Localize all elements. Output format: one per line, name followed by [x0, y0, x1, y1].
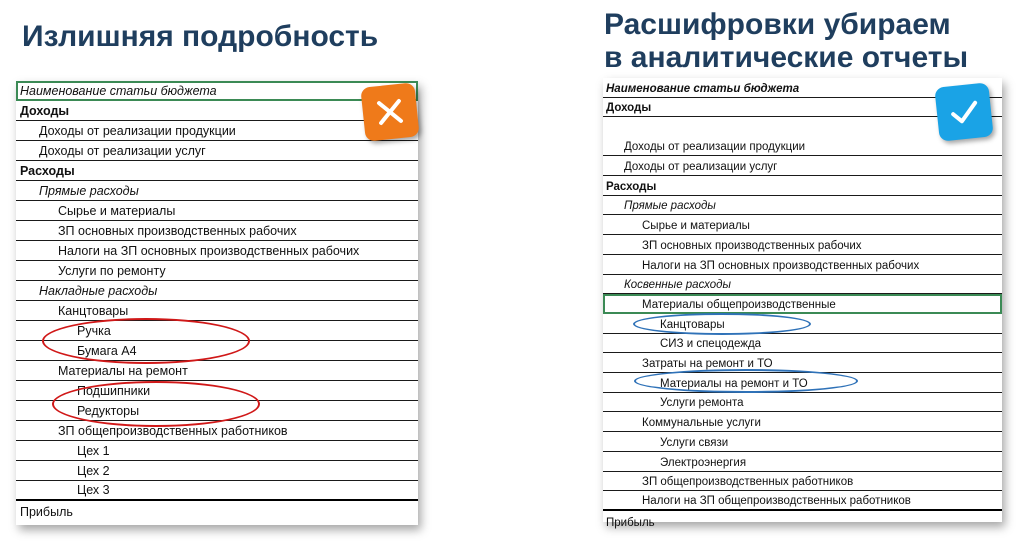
right-title-line2: в аналитические отчеты: [604, 41, 969, 74]
table-row: [603, 452, 1002, 472]
table-row: [603, 294, 1002, 314]
row-label: ЗП основных производственных рабочих: [58, 224, 297, 238]
table-row: [603, 511, 1002, 531]
row-label: Коммунальные услуги: [642, 417, 761, 430]
table-row: [603, 255, 1002, 275]
row-label: Налоги на ЗП общепроизводственных работников: [642, 494, 911, 507]
table-row: [16, 101, 418, 121]
table-row: [603, 275, 1002, 295]
table-row: [16, 121, 418, 141]
table-row: [603, 176, 1002, 196]
right-title-line1: Расшифровки убираем: [604, 8, 951, 41]
table-row: [603, 472, 1002, 492]
row-label: Цех 1: [77, 444, 110, 458]
row-label: Расходы: [606, 180, 657, 193]
table-row: [16, 181, 418, 201]
row-label: ЗП основных производственных рабочих: [642, 239, 862, 252]
table-row: [603, 334, 1002, 354]
table-row: [16, 501, 418, 521]
row-label: Доходы от реализации продукции: [624, 141, 806, 154]
row-label: Доходы от реализации услуг: [39, 144, 206, 158]
row-label: Сырье и материалы: [58, 204, 176, 218]
budget-table-detailed: [16, 81, 418, 525]
row-label: Ручка: [77, 324, 111, 338]
row-label: Накладные расходы: [39, 284, 158, 298]
row-label: Редукторы: [77, 404, 140, 418]
row-label: Канцтовары: [660, 318, 725, 331]
blue-ellipse-repair-materials: [634, 369, 858, 393]
budget-table-optimized: [603, 78, 1002, 529]
table-row: [16, 361, 418, 381]
table-row: [16, 241, 418, 261]
cross-icon: [360, 82, 419, 141]
table-row: [603, 432, 1002, 452]
table-row: [603, 413, 1002, 433]
row-label: Доходы от реализации услуг: [624, 161, 778, 174]
row-label: Прибыль: [20, 505, 73, 519]
row-label: Цех 3: [77, 483, 110, 497]
check-icon: [934, 82, 993, 141]
row-label: Материалы общепроизводственные: [642, 298, 836, 311]
table-row: [16, 301, 418, 321]
row-label: Косвенные расходы: [624, 279, 731, 292]
table-row: [16, 221, 418, 241]
row-label: Прямые расходы: [624, 200, 716, 213]
left-title: Излишняя подробность: [22, 20, 379, 53]
row-label: Доходы: [20, 104, 70, 118]
table-row: [603, 393, 1002, 413]
table-row: [16, 161, 418, 181]
row-label: Доходы: [606, 102, 652, 115]
row-label: Налоги на ЗП основных производственных рабочих: [58, 244, 360, 258]
table-row: [16, 421, 418, 441]
row-label: Доходы от реализации продукции: [39, 124, 236, 138]
table-row: [16, 281, 418, 301]
red-ellipse-stationery-detail: [42, 318, 250, 364]
row-label: Прямые расходы: [39, 184, 139, 198]
row-label: Прибыль: [606, 516, 655, 529]
table-row: [603, 196, 1002, 216]
row-label: Услуги по ремонту: [58, 264, 166, 278]
row-label: Подшипники: [77, 384, 151, 398]
row-label: Услуги ремонта: [660, 397, 744, 410]
red-ellipse-repair-detail: [52, 381, 260, 427]
row-label: Наименование статьи бюджета: [606, 82, 800, 95]
row-label: Канцтовары: [58, 304, 129, 318]
row-label: Сырье и материалы: [642, 220, 750, 233]
row-label: Бумага А4: [77, 344, 137, 358]
table-row: [16, 461, 418, 481]
table-row: [16, 141, 418, 161]
row-label: Материалы на ремонт и ТО: [660, 377, 808, 390]
row-label: Расходы: [20, 164, 75, 178]
table-row: [16, 481, 418, 501]
row-label: ЗП общепроизводственных работников: [58, 424, 288, 438]
row-label: ЗП общепроизводственных работников: [642, 476, 854, 489]
blue-ellipse-stationery: [633, 313, 811, 335]
row-label: Наименование статьи бюджета: [20, 84, 217, 98]
table-row: [603, 216, 1002, 236]
table-row: [16, 81, 418, 101]
row-label: Материалы на ремонт: [58, 364, 188, 378]
row-label: Налоги на ЗП основных производственных рабочих: [642, 259, 920, 272]
right-title: [604, 8, 968, 74]
table-row: [16, 261, 418, 281]
table-row: [603, 491, 1002, 511]
row-label: Услуги связи: [660, 436, 729, 449]
table-row: [16, 201, 418, 221]
row-label: СИЗ и спецодежда: [660, 338, 762, 351]
row-label: Затраты на ремонт и ТО: [642, 358, 773, 371]
table-row: [603, 235, 1002, 255]
row-label: Цех 2: [77, 464, 110, 478]
table-row: [16, 441, 418, 461]
row-label: Электроэнергия: [660, 456, 747, 469]
table-row: [603, 156, 1002, 176]
